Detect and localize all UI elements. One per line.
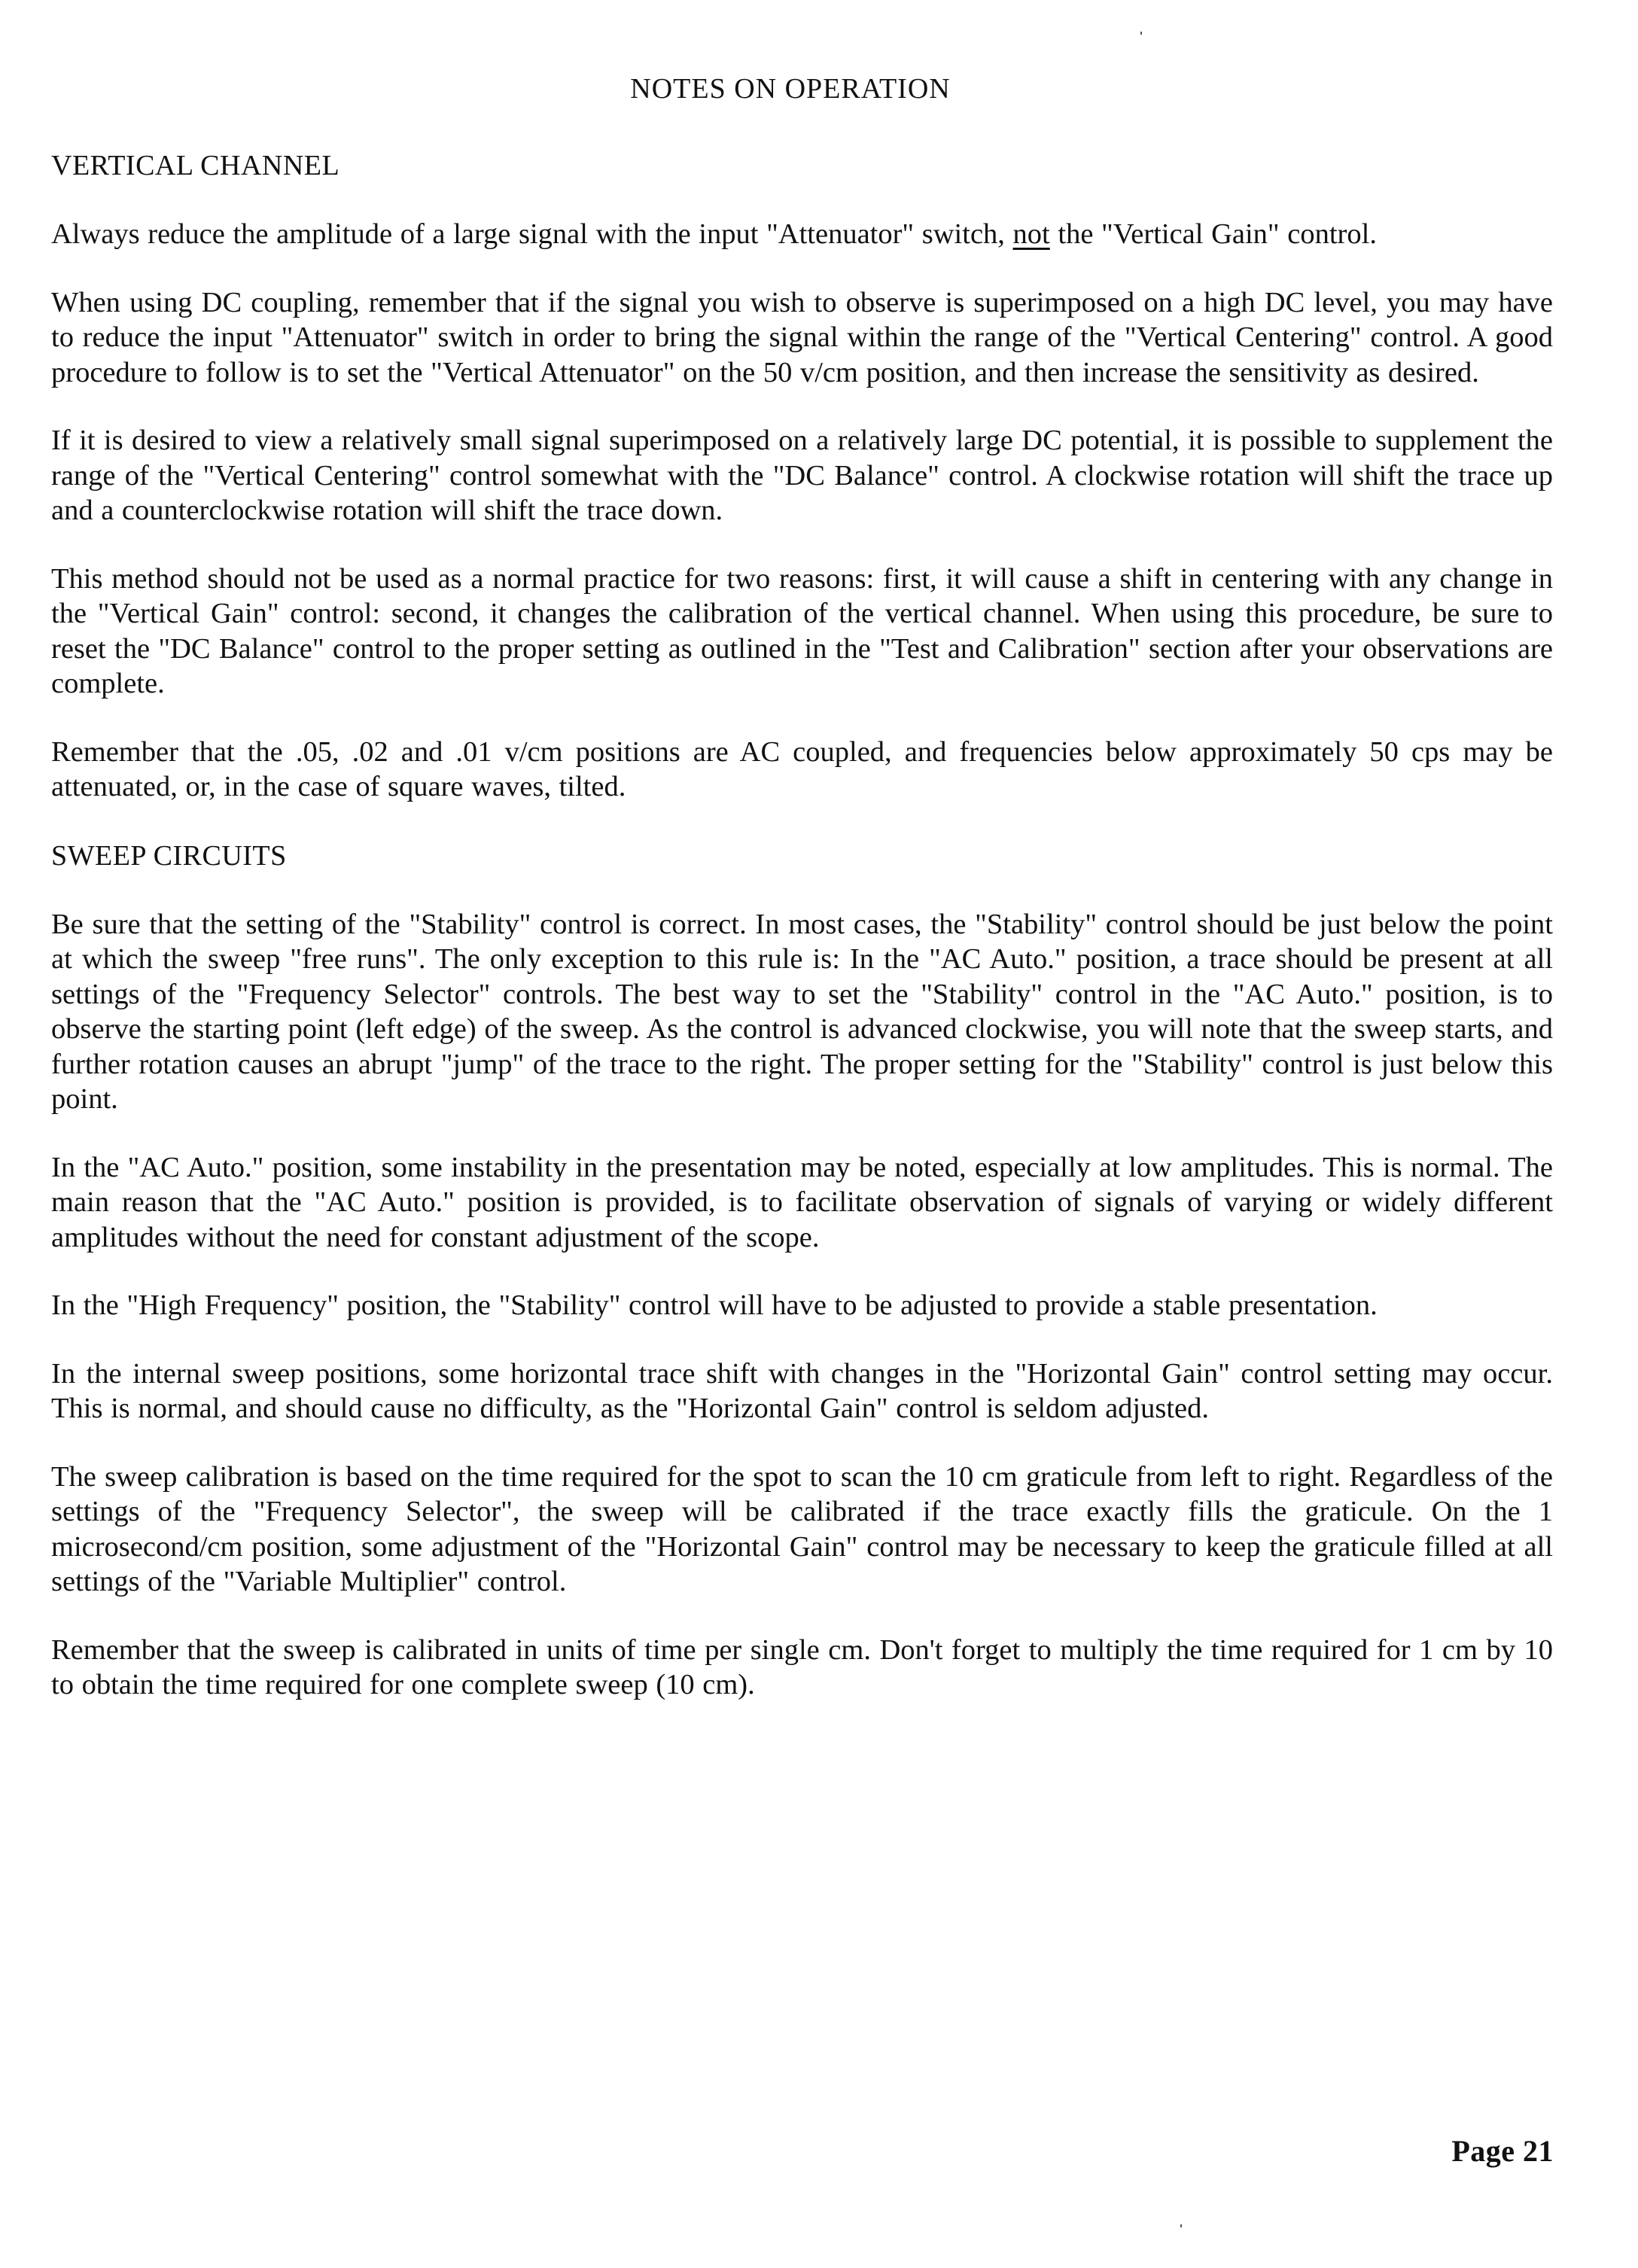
page-title: NOTES ON OPERATION — [630, 73, 951, 105]
section-vertical-channel — [51, 148, 1553, 805]
paragraph: Be sure that the setting of the "Stability" control is correct. In most cases, the "Stability" control should be just below the point at which the sweep "free runs". The only exception to this rule is: In the "AC Auto." position, a trace should be present at all settings of the "Frequency Selector" controls. The best way to set the "Stability" control in the "AC Auto." position, is to observe the starting point (left edge) of the sweep. As the control is advanced clockwise, you will note that the sweep starts, and further rotation causes an abrupt "jump" of the trace to the right. The proper setting for the "Stability" control is just below this point. — [51, 908, 1553, 1115]
scan-artifact — [1180, 2224, 1182, 2227]
paragraph: The sweep calibration is based on the time required for the spot to scan the 10 cm graticule from left to right. Regardless of the settings of the "Frequency Selector", the sweep will be calibrated if the trace exactly fills the graticule. On the 1 microsecond/cm position, some adjustment of the "Horizontal Gain" control may be necessary to keep the graticule filled at all settings of the "Variable Multiplier" control. — [51, 1460, 1553, 1597]
paragraph — [51, 217, 1553, 252]
emphasis-text: not — [1012, 218, 1050, 250]
paragraph: In the internal sweep positions, some horizontal trace shift with changes in the "Horizontal Gain" control setting may occur. This is normal, and should cause no difficulty, as the "Horizontal Gain" control is seldom adjusted. — [51, 1357, 1553, 1424]
paragraph: When using DC coupling, remember that if the signal you wish to observe is superimposed on a high DC level, you may have to reduce the input "Attenuator" switch in order to bring the signal within the range of the "Vertical Centering" control. A good procedure to follow is to set the "Vertical Attenuator" on the 50 v/cm position, and then increase the sensitivity as desired. — [51, 286, 1553, 388]
section-sweep-circuits — [51, 838, 1553, 1703]
paragraph: In the "AC Auto." position, some instability in the presentation may be noted, especially at low amplitudes. This is normal. The main reason that the "AC Auto." position is provided, is to facilitate observation of signals of varying or widely different amplitudes without the need for constant adjustment of the scope. — [51, 1151, 1553, 1253]
paragraph: In the "High Frequency" position, the "Stability" control will have to be adjusted to provide a stable presentation. — [51, 1289, 1378, 1321]
section-heading: VERTICAL CHANNEL — [51, 150, 340, 181]
section-heading: SWEEP CIRCUITS — [51, 839, 287, 872]
page-number: Page 21 — [1451, 2134, 1554, 2168]
paragraph-text: Always reduce the amplitude of a large signal with the input "Attenuator" switch, — [51, 218, 1013, 250]
paragraph-text: the "Vertical Gain" control. — [1049, 218, 1377, 250]
paragraph: Remember that the .05, .02 and .01 v/cm positions are AC coupled, and frequencies below approximately 50 cps may be attenuated, or, in the case of square waves, tilted. — [51, 735, 1553, 802]
paragraph: This method should not be used as a normal practice for two reasons: first, it will cause a shift in centering with any change in the "Vertical Gain" control: second, it changes the calibration of the vertical channel. When using this procedure, be sure to reset the "DC Balance" control to the proper setting as outlined in the "Test and Calibration" section after your observations are complete. — [51, 562, 1553, 699]
paragraph: If it is desired to view a relatively small signal superimposed on a relatively large DC potential, it is possible to supplement the range of the "Vertical Centering" control somewhat with the "DC Balance" control. A clockwise rotation will shift the trace up and a counterclockwise rotation will shift the trace down. — [51, 425, 1553, 526]
page-content — [51, 148, 1553, 1736]
scan-artifact — [1140, 32, 1142, 35]
paragraph: Remember that the sweep is calibrated in units of time per single cm. Don't forget to multiply the time required for 1 cm by 10 to obtain the time required for one complete sweep (10 cm). — [51, 1633, 1553, 1700]
